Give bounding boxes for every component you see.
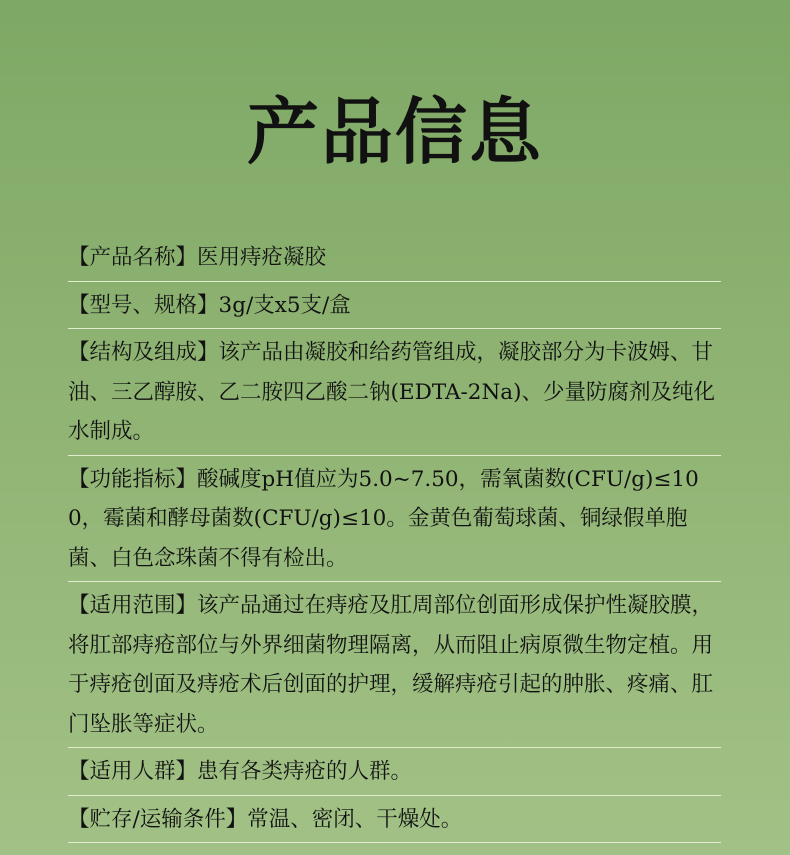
info-value: 该产品通过在痔疮及肛周部位创面形成保护性凝胶膜，将肛部痔疮部位与外界细菌物理隔离，从而阻止病原微生物定植。用于痔疮创面及痔疮术后创面的护理，缓解痔疮引起的肿胀、疼痛、肛门坠胀等症状。: [68, 593, 714, 737]
info-value: 3g/支x5支/盒: [218, 292, 351, 318]
info-value: 该产品由凝胶和给药管组成，凝胶部分为卡波姆、甘油、三乙醇胺、乙二胺四乙酸二钠(EDTA-2Na)、少量防腐剂及纯化水制成。: [68, 340, 715, 444]
info-label: 【贮存/运输条件】: [68, 806, 248, 832]
info-label: 【适用人群】: [68, 759, 198, 784]
info-label: 【结构及组成】: [68, 340, 219, 365]
info-row-composition: [68, 329, 721, 456]
page-title: 产品信息: [246, 89, 543, 174]
info-row-performance: [68, 456, 721, 583]
info-row-model-spec: [68, 282, 721, 330]
info-row-product-name: [68, 234, 721, 282]
info-row-scope: [68, 582, 721, 748]
info-label: 【产品名称】: [68, 245, 198, 270]
info-value: 酸碱度pH值应为5.0~7.50，需氧菌数(CFU/g)≤100，霉菌和酵母菌数(CFU/g)≤10。金黄色葡萄球菌、铜绿假单胞菌、白色念珠菌不得有检出。: [68, 466, 699, 571]
info-value: 医用痔疮凝胶: [197, 245, 327, 270]
info-value: 常温、密闭、干燥处。: [247, 806, 463, 832]
info-list: [68, 234, 721, 843]
info-value: 患有各类痔疮的人群。: [197, 759, 413, 784]
info-label: 【功能指标】: [68, 466, 198, 492]
info-label: 【型号、规格】: [68, 292, 219, 318]
info-row-storage: [68, 796, 721, 844]
info-row-target-users: [68, 748, 721, 796]
info-label: 【适用范围】: [68, 593, 198, 618]
